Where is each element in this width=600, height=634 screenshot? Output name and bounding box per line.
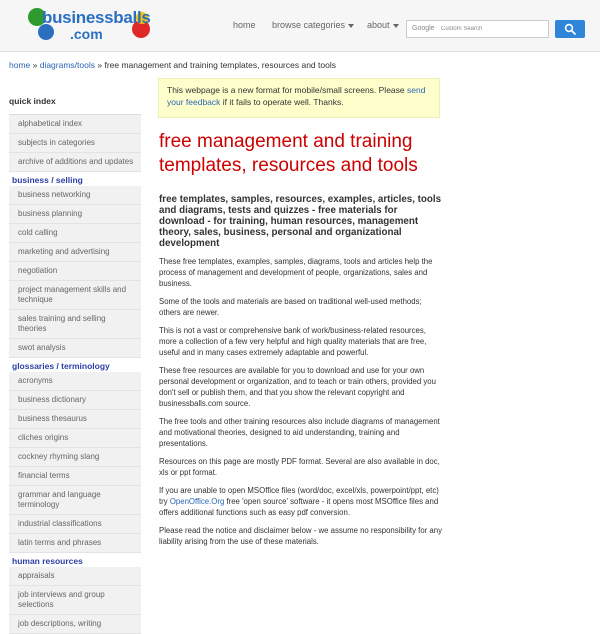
sidebar-quick-index xyxy=(9,96,141,634)
breadcrumb xyxy=(9,60,336,70)
sidebar-item[interactable]: industrial classifications xyxy=(9,515,141,534)
body-paragraph: These free resources are available for you to download and use for your own personal development or organization, and to teach or train others, provided you don't sell or publish them, and that you show the relevant copyright and businessballs.com source. xyxy=(159,366,436,408)
breadcrumb-section-link[interactable]: diagrams/tools xyxy=(39,60,95,70)
logo-tld: .com xyxy=(70,26,103,42)
sidebar-group-heading[interactable]: business / selling xyxy=(9,172,141,186)
sidebar-item[interactable]: business planning xyxy=(9,205,141,224)
sidebar-item[interactable]: negotiation xyxy=(9,262,141,281)
office-text: free 'open source' software - it opens most MSOffice files and offers additional functions such as easy pdf conversion. xyxy=(159,497,439,517)
office-paragraph xyxy=(159,485,443,518)
body-paragraph: This is not a vast or comprehensive bank of work/business-related resources, more a collection of a few very helpful and high quality materials that are free, useful and in many cases extremely adaptable and powerful. xyxy=(159,326,427,357)
chevron-down-icon xyxy=(393,24,399,28)
chevron-down-icon xyxy=(348,24,354,28)
sidebar-item[interactable]: marketing and advertising xyxy=(9,243,141,262)
breadcrumb-separator: » xyxy=(95,60,105,70)
quick-index-title: quick index xyxy=(9,96,56,106)
page-title: free management and training templates, resources and tools xyxy=(159,131,418,176)
google-label: Google xyxy=(412,25,435,32)
notice-text: if it fails to operate well. Thanks. xyxy=(220,97,344,107)
sidebar-group-heading[interactable]: human resources xyxy=(9,553,141,567)
page-subtitle: free templates, samples, resources, examples, articles, tools and diagrams, tests and quizzes - free materials for download - for training, human resources, management theory, sales, business, personal and organizational development xyxy=(159,194,442,249)
send-feedback-link[interactable]: send your feedback xyxy=(167,85,426,107)
nav-browse-label: browse categories xyxy=(272,20,346,30)
breadcrumb-current: free management and training templates, resources and tools xyxy=(104,60,336,70)
sidebar-item[interactable]: acronyms xyxy=(9,372,141,391)
sidebar-item[interactable]: business dictionary xyxy=(9,391,141,410)
sidebar-item[interactable]: project management skills and technique xyxy=(9,281,141,310)
sidebar-item[interactable]: job interviews and group selections xyxy=(9,586,141,615)
body-paragraph: Some of the tools and materials are based on traditional well-used methods; others are newer. xyxy=(159,297,422,317)
sidebar-item[interactable]: appraisals xyxy=(9,567,141,586)
sidebar-item[interactable]: sales training and selling theories xyxy=(9,310,141,339)
search-button[interactable] xyxy=(555,20,585,38)
body-paragraph: The free tools and other training resources also include diagrams of management and motivational theories, designed to aid understanding, training and presentations. xyxy=(159,417,440,448)
disclaimer-paragraph: Please read the notice and disclaimer below - we assume no responsibility for any liability arising from the use of these materials. xyxy=(159,526,442,546)
sidebar-item[interactable]: subjects in categories xyxy=(9,134,141,153)
sidebar-item[interactable]: swot analysis xyxy=(9,339,141,358)
sidebar-item[interactable]: archive of additions and updates xyxy=(9,153,141,172)
sidebar-group-heading[interactable]: glossaries / terminology xyxy=(9,358,141,372)
sidebar-item[interactable]: business networking xyxy=(9,186,141,205)
search-icon xyxy=(564,23,576,35)
search-box xyxy=(406,20,549,38)
office-text: If you are unable to open MSOffice files (word/doc, excel/xls, powerpoint/ppt, etc) try xyxy=(159,486,439,506)
breadcrumb-home-link[interactable]: home xyxy=(9,60,31,70)
search-input[interactable] xyxy=(441,22,545,36)
sidebar-item[interactable]: financial terms xyxy=(9,467,141,486)
sidebar-list xyxy=(9,114,141,634)
sidebar-item[interactable]: grammar and language terminology xyxy=(9,486,141,515)
sidebar-item[interactable]: latin terms and phrases xyxy=(9,534,141,553)
sidebar-item[interactable]: cold calling xyxy=(9,224,141,243)
mobile-format-notice xyxy=(158,78,440,118)
main-content xyxy=(159,130,443,554)
body-paragraph: Resources on this page are mostly PDF format. Several are also available in doc, xls or ppt format. xyxy=(159,457,440,477)
breadcrumb-separator: » xyxy=(30,60,40,70)
top-navigation-bar xyxy=(0,0,600,52)
notice-text: This webpage is a new format for mobile/small screens. Please xyxy=(167,85,407,95)
logo-name: businessballs xyxy=(42,8,151,27)
nav-home-link[interactable]: home xyxy=(233,20,256,30)
site-logo[interactable] xyxy=(28,6,158,46)
openoffice-link[interactable]: OpenOffice.Org xyxy=(169,497,225,506)
sidebar-item[interactable]: business thesaurus xyxy=(9,410,141,429)
body-paragraph: These free templates, examples, samples, diagrams, tools and articles help the process of management and development of people, organizations, sales and business. xyxy=(159,257,433,288)
sidebar-item[interactable]: alphabetical index xyxy=(9,115,141,134)
nav-browse-categories[interactable] xyxy=(272,20,354,30)
sidebar-item[interactable]: cliches origins xyxy=(9,429,141,448)
nav-about[interactable] xyxy=(367,20,399,30)
sidebar-item[interactable]: job descriptions, writing xyxy=(9,615,141,634)
sidebar-item[interactable]: cockney rhyming slang xyxy=(9,448,141,467)
nav-about-label: about xyxy=(367,20,390,30)
